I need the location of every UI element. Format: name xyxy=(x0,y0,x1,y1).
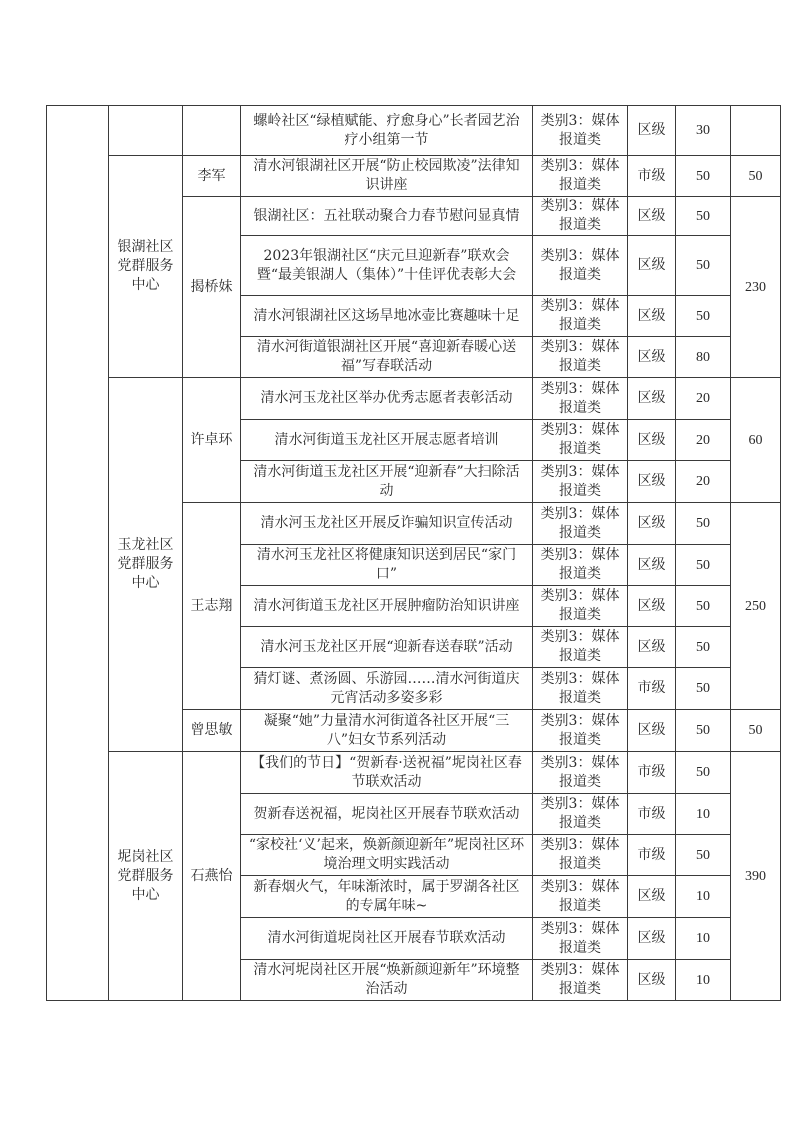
unit-cell: 玉龙社区党群服务中心 xyxy=(109,378,183,752)
person-total-cell: 250 xyxy=(731,503,781,710)
category-cell: 类别3：媒体报道类 xyxy=(533,835,628,876)
level-cell: 区级 xyxy=(628,627,676,668)
person-name-cell: 许卓环 xyxy=(183,378,241,503)
category-cell: 类别3：媒体报道类 xyxy=(533,752,628,794)
unit-cell: 银湖社区党群服务中心 xyxy=(109,156,183,378)
activity-cell: 清水河银湖社区开展“防止校园欺凌”法律知识讲座 xyxy=(241,156,533,197)
activity-cell: “家校社‘义’起来，焕新颜迎新年”坭岗社区环境治理文明实践活动 xyxy=(241,835,533,876)
score-cell: 50 xyxy=(676,668,731,710)
activity-cell: 清水河街道银湖社区开展“喜迎新春暖心送福”写春联活动 xyxy=(241,337,533,378)
activity-cell: 2023年银湖社区“庆元旦迎新春”联欢会暨“最美银湖人（集体）”十佳评优表彰大会 xyxy=(241,236,533,296)
level-cell: 区级 xyxy=(628,296,676,337)
person-name-cell: 李军 xyxy=(183,156,241,197)
category-cell: 类别3：媒体报道类 xyxy=(533,960,628,1001)
table-row xyxy=(47,156,781,197)
unit-cell xyxy=(109,106,183,156)
level-cell: 区级 xyxy=(628,420,676,461)
score-cell: 20 xyxy=(676,461,731,503)
category-cell: 类别3：媒体报道类 xyxy=(533,586,628,627)
person-name-cell: 揭桥妹 xyxy=(183,197,241,378)
activity-cell: 清水河玉龙社区举办优秀志愿者表彰活动 xyxy=(241,378,533,420)
category-cell: 类别3：媒体报道类 xyxy=(533,503,628,545)
score-cell: 50 xyxy=(676,545,731,586)
category-cell: 类别3：媒体报道类 xyxy=(533,461,628,503)
level-cell: 市级 xyxy=(628,752,676,794)
score-cell: 50 xyxy=(676,752,731,794)
score-cell: 50 xyxy=(676,586,731,627)
activity-cell: 【我们的节日】“贺新春·送祝福”坭岗社区春节联欢活动 xyxy=(241,752,533,794)
level-cell: 区级 xyxy=(628,236,676,296)
category-cell: 类别3：媒体报道类 xyxy=(533,918,628,960)
score-cell: 50 xyxy=(676,503,731,545)
table-row xyxy=(47,752,781,794)
activity-cell: 清水河街道玉龙社区开展肿瘤防治知识讲座 xyxy=(241,586,533,627)
left-blank-column xyxy=(47,106,109,1001)
category-cell: 类别3：媒体报道类 xyxy=(533,378,628,420)
score-cell: 80 xyxy=(676,337,731,378)
level-cell: 市级 xyxy=(628,794,676,835)
activity-cell: 清水河玉龙社区开展“迎新春送春联”活动 xyxy=(241,627,533,668)
level-cell: 市级 xyxy=(628,668,676,710)
activity-cell: 凝聚“她”力量清水河街道各社区开展“三八”妇女节系列活动 xyxy=(241,710,533,752)
activity-cell: 清水河玉龙社区将健康知识送到居民“家门口” xyxy=(241,545,533,586)
level-cell: 市级 xyxy=(628,835,676,876)
activity-cell: 螺岭社区“绿植赋能、疗愈身心”长者园艺治疗小组第一节 xyxy=(241,106,533,156)
activity-cell: 新春烟火气，年味渐浓时，属于罗湖各社区的专属年味~ xyxy=(241,876,533,918)
level-cell: 区级 xyxy=(628,337,676,378)
level-cell: 区级 xyxy=(628,960,676,1001)
category-cell: 类别3：媒体报道类 xyxy=(533,545,628,586)
activity-cell: 猜灯谜、煮汤圆、乐游园……清水河街道庆元宵活动多姿多彩 xyxy=(241,668,533,710)
category-cell: 类别3：媒体报道类 xyxy=(533,876,628,918)
score-cell: 20 xyxy=(676,420,731,461)
level-cell: 区级 xyxy=(628,106,676,156)
unit-cell: 坭岗社区党群服务中心 xyxy=(109,752,183,1001)
category-cell: 类别3：媒体报道类 xyxy=(533,197,628,236)
category-cell: 类别3：媒体报道类 xyxy=(533,106,628,156)
level-cell: 区级 xyxy=(628,503,676,545)
activity-cell: 清水河玉龙社区开展反诈骗知识宣传活动 xyxy=(241,503,533,545)
level-cell: 区级 xyxy=(628,545,676,586)
category-cell: 类别3：媒体报道类 xyxy=(533,156,628,197)
category-cell: 类别3：媒体报道类 xyxy=(533,236,628,296)
category-cell: 类别3：媒体报道类 xyxy=(533,794,628,835)
score-cell: 10 xyxy=(676,876,731,918)
level-cell: 区级 xyxy=(628,876,676,918)
category-cell: 类别3：媒体报道类 xyxy=(533,710,628,752)
score-cell: 50 xyxy=(676,296,731,337)
score-cell: 50 xyxy=(676,627,731,668)
score-cell: 30 xyxy=(676,106,731,156)
score-cell: 50 xyxy=(676,710,731,752)
category-cell: 类别3：媒体报道类 xyxy=(533,296,628,337)
report-table xyxy=(46,105,781,1001)
table-row xyxy=(47,378,781,420)
person-total-cell: 390 xyxy=(731,752,781,1001)
activity-cell: 清水河银湖社区这场旱地冰壶比赛趣味十足 xyxy=(241,296,533,337)
person-total-cell: 50 xyxy=(731,710,781,752)
score-cell: 10 xyxy=(676,918,731,960)
activity-cell: 清水河街道玉龙社区开展“迎新春”大扫除活动 xyxy=(241,461,533,503)
category-cell: 类别3：媒体报道类 xyxy=(533,668,628,710)
category-cell: 类别3：媒体报道类 xyxy=(533,627,628,668)
score-cell: 50 xyxy=(676,835,731,876)
person-name-cell xyxy=(183,106,241,156)
activity-cell: 清水河坭岗社区开展“焕新颜迎新年”环境整治活动 xyxy=(241,960,533,1001)
person-total-cell: 230 xyxy=(731,197,781,378)
score-cell: 50 xyxy=(676,236,731,296)
activity-cell: 清水河街道坭岗社区开展春节联欢活动 xyxy=(241,918,533,960)
activity-cell: 清水河街道玉龙社区开展志愿者培训 xyxy=(241,420,533,461)
score-cell: 50 xyxy=(676,156,731,197)
person-total-cell: 60 xyxy=(731,378,781,503)
level-cell: 区级 xyxy=(628,710,676,752)
level-cell: 区级 xyxy=(628,918,676,960)
level-cell: 区级 xyxy=(628,586,676,627)
level-cell: 区级 xyxy=(628,461,676,503)
person-name-cell: 王志翔 xyxy=(183,503,241,710)
level-cell: 市级 xyxy=(628,156,676,197)
category-cell: 类别3：媒体报道类 xyxy=(533,337,628,378)
person-total-cell: 50 xyxy=(731,156,781,197)
level-cell: 区级 xyxy=(628,197,676,236)
person-name-cell: 曾思敏 xyxy=(183,710,241,752)
category-cell: 类别3：媒体报道类 xyxy=(533,420,628,461)
score-cell: 10 xyxy=(676,960,731,1001)
score-cell: 50 xyxy=(676,197,731,236)
activity-cell: 贺新春送祝福，坭岗社区开展春节联欢活动 xyxy=(241,794,533,835)
score-cell: 10 xyxy=(676,794,731,835)
score-cell: 20 xyxy=(676,378,731,420)
person-total-cell xyxy=(731,106,781,156)
activity-cell: 银湖社区：五社联动聚合力春节慰问显真情 xyxy=(241,197,533,236)
level-cell: 区级 xyxy=(628,378,676,420)
table-row xyxy=(47,106,781,156)
person-name-cell: 石燕怡 xyxy=(183,752,241,1001)
